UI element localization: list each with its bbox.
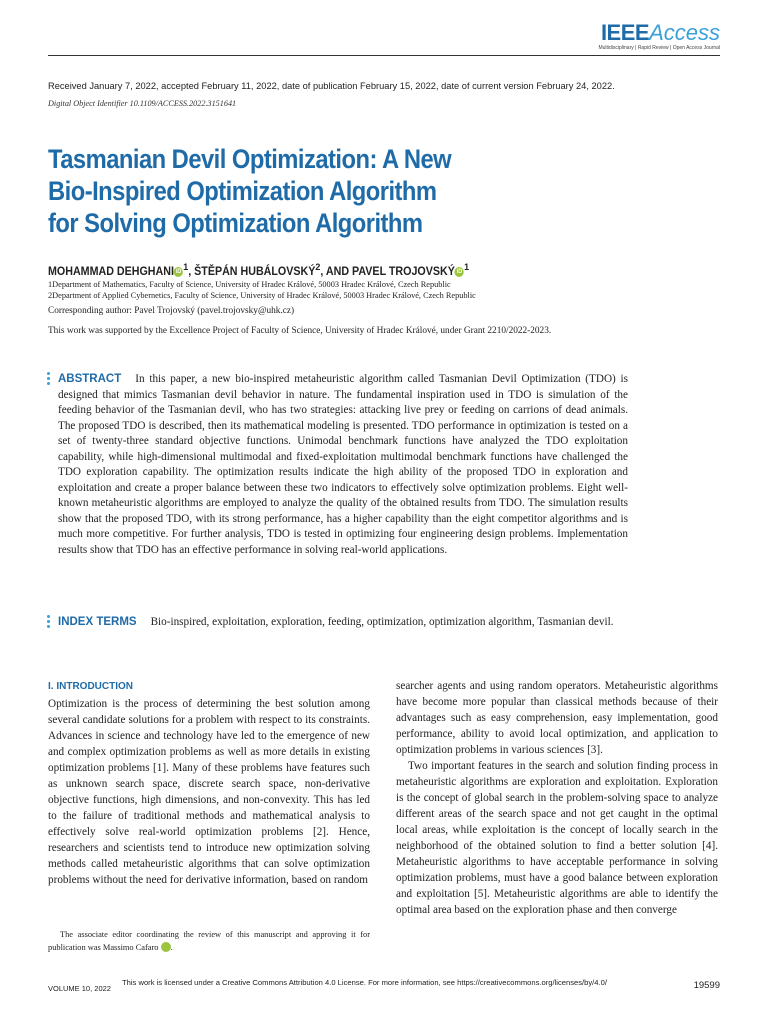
affiliation-marker: 1 (464, 262, 470, 273)
author-name[interactable]: , AND PAVEL TROJOVSKÝ (320, 265, 455, 278)
affiliation-marker: 2 (315, 262, 321, 273)
logo-ieee-text: IEEE (600, 20, 650, 45)
paper-title (48, 143, 541, 239)
affiliation-marker: 1 (183, 262, 189, 273)
right-column (396, 678, 718, 918)
intro-paragraph: Optimization is the process of determining the best solution among several candidate solutions for a problem with respect to its constraints. Advances in science and technology have led to the emergence of new and complex optimization problems as well as more details in existing optimization problems [1]. Many of these problems have features such as unknown search space, discrete search space, non-derivative objective functions, high dimensions, and non-convexity. This has led to the failure of traditional methods and mathematical analysis to effectively solve real-world optimization problems [2]. Hence, researchers and scientists tend to introduce new optimization solving methods called metaheuristic algorithms that can solve optimization problems without the need for derivative information, based on random (48, 698, 370, 886)
editor-footnote: The associate editor coordinating the review of this manuscript and approving it for publication was Massimo Cafaro iD. (48, 930, 370, 952)
title-line: Bio-Inspired Optimization Algorithm (48, 176, 437, 206)
orcid-icon[interactable]: iD (161, 942, 171, 952)
author-list (48, 262, 469, 278)
funding-note: This work was supported by the Excellence Project of Faculty of Science, University of Hradec Králové, under Grant 2210/2022-2023. (48, 326, 552, 336)
received-dates: Received January 7, 2022, accepted February 11, 2022, date of publication February 15, 2022, date of current version February 24, 2022. (48, 81, 615, 91)
index-terms-label: INDEX TERMS (58, 616, 137, 628)
abstract-dots-icon (47, 372, 53, 387)
footer-page-number: 19599 (693, 980, 720, 991)
journal-header (48, 18, 720, 58)
author-name[interactable]: , ŠTĚPÁN HUBÁLOVSKÝ (188, 265, 316, 278)
orcid-icon[interactable]: iD (456, 268, 463, 275)
abstract-text: In this paper, a new bio-inspired metaheuristic algorithm called Tasmanian Devil Optimization (TDO) is designed that mimics Tasmanian devil behavior in nature. The fundamental inspiration used in TDO is simulation of the feeding behavior of the Tasmanian devil, who has two strategies: attacking live prey or feeding on carrions of dead animals. The proposed TDO is described, then its mathematical modeling is presented. TDO performance in optimization is tested on a set of twenty-three standard objective functions. Unimodal benchmark functions have analyzed the TDO exploitation capability, while high-dimensional multimodal and fixed-exploitation multimodal benchmark functions have challenged the TDO exploration capability. The optimization results indicate the high ability of the proposed TDO in exploration and exploitation and create a proper balance between these two indicators to effectively solve optimization problems. Eight well-known metaheuristic algorithms are employed to analyze the quality of the obtained results from TDO. The simulation results show that the proposed TDO, with its strong performance, has a higher capability than the eight competitor algorithms and is much more competitive. For further analysis, TDO is tested in optimizing four engineering design problems. Implementation results show that TDO has an effective performance in solving real-world applications. (58, 373, 628, 556)
affiliation-2: 2Department of Applied Cybernetics, Faculty of Science, University of Hradec Králové, 50003 Hradec Králové, Czech Republic (48, 291, 476, 300)
logo-access-text: Access (649, 20, 720, 45)
orcid-icon[interactable]: iD (175, 268, 182, 275)
left-column (48, 678, 370, 888)
index-terms (58, 615, 628, 631)
index-terms-text: Bio-inspired, exploitation, exploration, feeding, optimization, optimization algorithm, Tasmanian devil. (150, 616, 614, 628)
header-rule (48, 55, 720, 56)
intro-paragraph: Two important features in the search and solution finding process in metaheuristic algorithms are exploration and exploitation. Exploration is the concept of global search in the problem-solving space to analyze different areas of the search space and not get caught in the optimal local areas, while exploitation is the concept of locally search in the neighborhood of the obtained solution to find a better solution [4]. Metaheuristic algorithms to have acceptable performance in solving optimization problems, must have a good balance between exploration and exploitation [5]. Metaheuristic algorithms are able to identify the optimal area based on the exploration phase and then converge (396, 760, 718, 916)
section-heading-introduction: I. INTRODUCTION (48, 681, 133, 692)
abstract (58, 372, 628, 558)
title-line: for Solving Optimization Algorithm (48, 208, 423, 238)
title-line: Tasmanian Devil Optimization: A New (48, 144, 452, 174)
intro-paragraph: searcher agents and using random operators. Metaheuristic algorithms have become more popular than classical methods because of their advantages such as easy comprehension, easy implementation, good performance, ability to avoid local optimization, and application to optimization problems in various sciences [3]. (396, 680, 718, 756)
footer-volume: VOLUME 10, 2022 (48, 984, 111, 993)
footnote-text: The associate editor coordinating the review of this manuscript and approving it for publication was Massimo Cafaro (48, 930, 370, 952)
abstract-label: ABSTRACT (58, 373, 122, 385)
affiliation-1: 1Department of Mathematics, Faculty of Science, University of Hradec Králové, 50003 Hradec Králové, Czech Republic (48, 280, 451, 289)
doi-line[interactable]: Digital Object Identifier 10.1109/ACCESS.2022.3151641 (48, 99, 237, 108)
footer-license[interactable]: This work is licensed under a Creative Commons Attribution 4.0 License. For more information, see https://creativecommons.org/licenses/by/4.0/ (122, 978, 607, 987)
ieee-access-logo (598, 20, 720, 51)
author-name[interactable]: MOHAMMAD DEHGHANI (48, 265, 174, 278)
corresponding-author: Corresponding author: Pavel Trojovský (pavel.trojovsky@uhk.cz) (48, 306, 295, 316)
index-terms-dots-icon (47, 615, 53, 630)
journal-tagline: Multidisciplinary | Rapid Review | Open Access Journal (598, 45, 720, 51)
